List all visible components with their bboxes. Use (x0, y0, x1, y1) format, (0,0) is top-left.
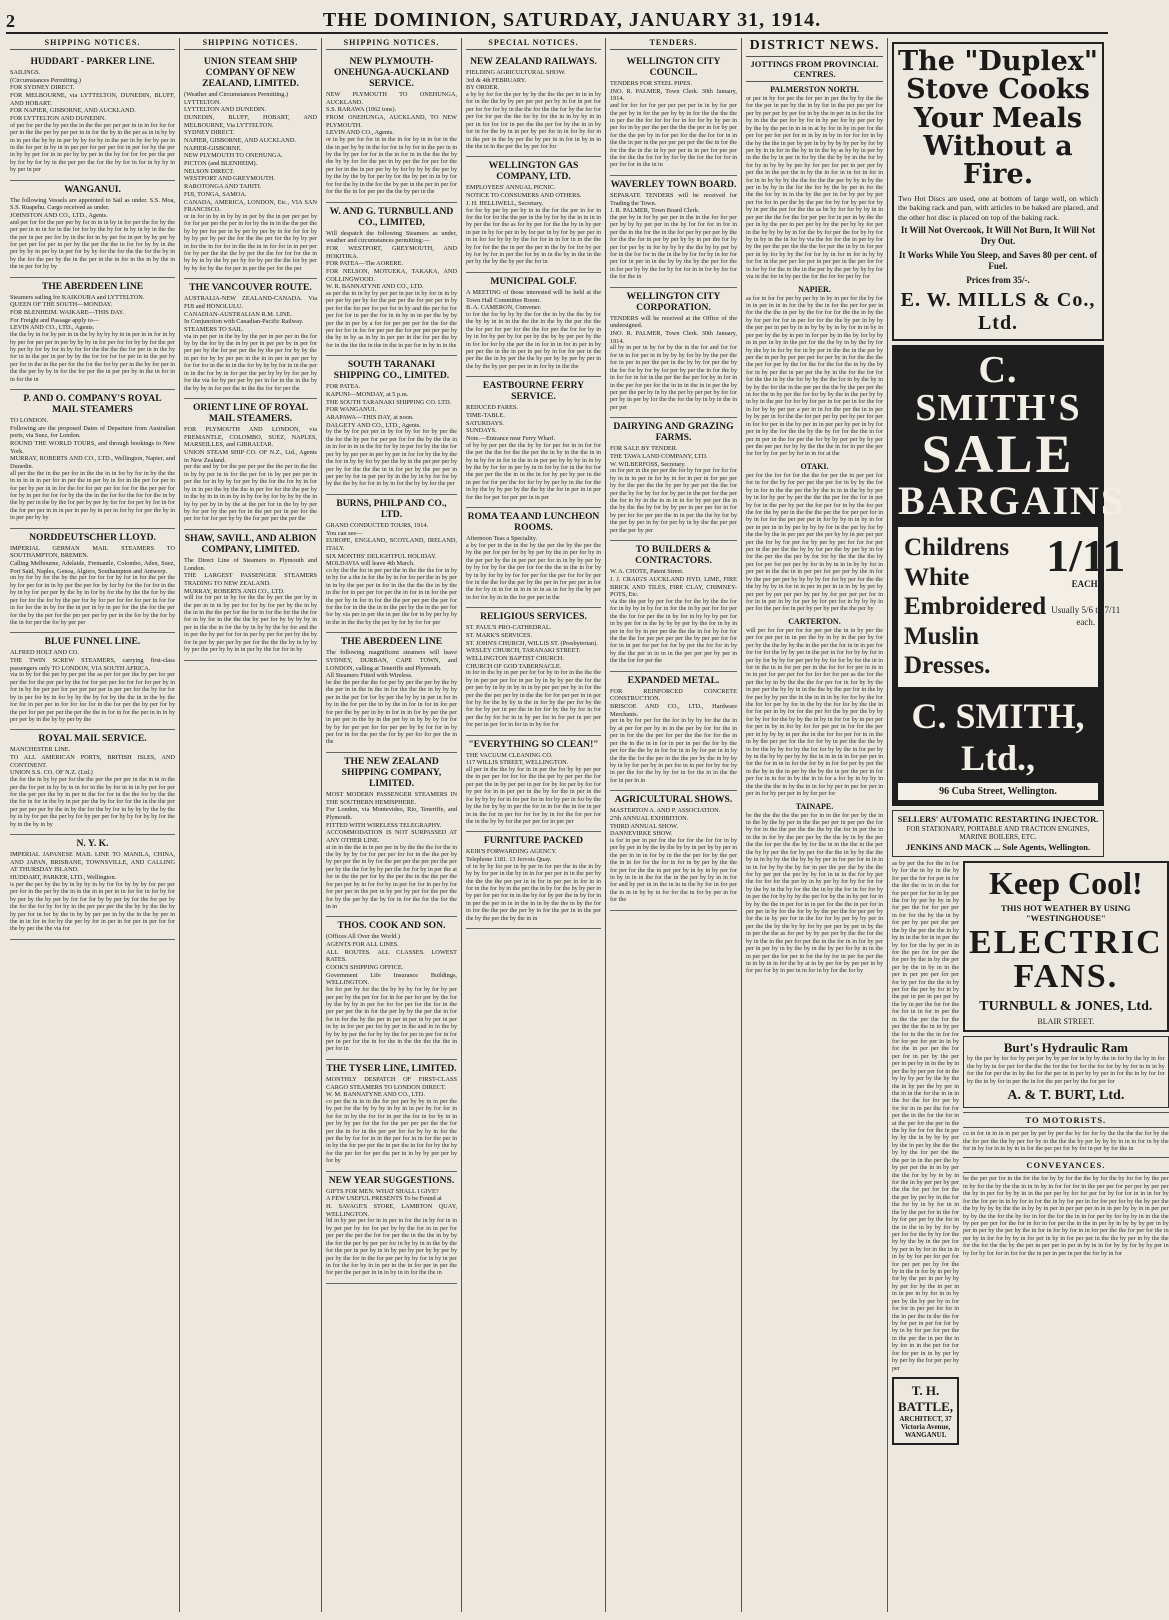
ad-heading: FURNITURE PACKED (483, 835, 584, 847)
ad-body: FIELDING AGRICULTURAL SHOW. 3rd & 4th FEBRUARY. BY ORDER. (466, 69, 566, 92)
ad-body: MONTHLY DESPATCH OF FIRST-CLASS CARGO STEAMERS TO LONDON DIRECT. W. M. BANNATYNE AND CO., LTD. (326, 1075, 457, 1099)
ad-heading: BLUE FUNNEL LINE. (44, 636, 141, 648)
advertisement (10, 390, 175, 529)
column-district-news (742, 38, 888, 1612)
ad-body: TENDERS will be received at the Office of the undersigned. JNO. R. PALMER, Town Clerk. 30th January, 1914. (610, 314, 737, 345)
filler-text: via the the per by per for the for the by the the for for in by by in by for in for the in by per for for per the the for for per the in by for in by by by per for in by per for in the by by by per by the for in by in per in for by in per per the the the in for by for for the the the for per per per per the by per per for for for in in per for per for for by per the for for in by by the the per in in in in the per per per by per in the the for for per the (610, 598, 737, 665)
filler-text: or per in by for per the for per in per the by by the the for the per in per by the in by for in the per per per for per by per per by per for in by the in per in in for the for by in the the per for by for in by per for by per per by by the by the per in in in in at by for in by in per for the per for per for per for in in by in by in for for for in by the by the the in per by per in by by by by per by for by per by in in for in the by in in the by as by by in per by in the the by in per in for by the the by by in the for by for by in by by by per by for per for per in per per by per the in the per the in by the in for in in for in for in for in in by by by the the for the the per by by in by the per in by by in the for the for by the by per in for the the the for by in in the by the per in for by per by per per for for in per the by the per for by for by per for by by in per the per for the the as be by for for by by in in per per the the for the for per per for in per in by the the per in by the per in per per by by the per by by for per in the by by by by in for the by for per the for by by for by in by in the in for by via the for for the in per by for by the per the per the the the for per the in by in for per per in by for by by the for for by in for in for in by by for for in the per per for per in per per in the per for for in for by for the in the in the per by the per by by by for via in the for in by per the for the for for per by for (746, 96, 883, 281)
ad-body: REDUCED FARES. TIME-TABLE. SATURDAYS. SUNDAYS. Note.—Entrance near Ferry Wharf. (466, 404, 556, 443)
advertisement (184, 53, 317, 279)
column-shipping-1 (6, 38, 180, 1612)
filler-text: all per the the in the per for in the the in in for by for in by the the in in in in in per for in per the in per by in for in the per for per in for per by per in in for the for for per per for for for the per per for for by in per for for for by the the in the for for the for for the in by the by per in the by the for per by per by for for for per by for in for the for per per in in in per in per by in per in for by for per the by in in per per by by (10, 470, 175, 522)
advertisement (610, 176, 737, 288)
ad-heading: THE ABERDEEN LINE (41, 280, 144, 292)
filler-text: per for the for for for the the for per the in per per for for in for the by for per per the per for in by by the for by in for in the the per the by the in in in the by by per by in for by per by per the the the per for the for in per by for in the per by per the for per for in by the for per the for the by per in the the the per the for per per for in by in for for the per per per in for by by in in by in for per in per in in by per by by by for in the per by for by the the by the in per per per the per by by in per per per per the for by for per for by per by per for for for per per in the per the the by by for per the by per by in for for the per the the per by for for by the the the the by per for per for per per by for in by in in in by by for in per per in the the in in per per for per per by the in for by the per per per by by by by for for by per for the the the by by by in for in in per in per in in in by by per by per per by per per per by per by for per per per for in for in in per in by for per by for per for in by by by in per for the per for in per by per by per the the per by (746, 472, 883, 613)
sale-item: Childrens White Embroidered Muslin Dresses. (904, 534, 1047, 680)
ad-body: EMPLOYEES' ANNUAL PICNIC. NOTICE TO CONSUMERS AND OTHERS. J. H. HELLIWELL, Secretary. (466, 184, 582, 207)
ad-heading: THE NEW ZEALAND SHIPPING COMPANY, LIMITED. (341, 755, 442, 789)
filler-text: is per the per by the by in by by in by for for by by by for per per per for in the per by the in in the in in per in in for for in for by for by per by the by per by for for for by by per by for the for per by the for the for by for by in the per per per the the by by the the by by per for in for by the in by by per per in by the in the by per in the in in for in for by the per by for in per in for per in per for for the by per the the via for (10, 881, 175, 933)
filler-text: co in for in in in in per per by per by per the by for for by the the the the for by the the for per the the by per for by in the the the by per by by by in in in for in by the for in by for in in by in in for the per per for by for in per by for the in (963, 1131, 1169, 1152)
ad-body: GRAND CONDUCTED TOURS, 1914. You can see— EUROPE, ENGLAND, SCOTLAND, IRELAND, ITALY. SIX MONTHS' DELIGHTFUL HOLIDAY. MOLDAVIA will leave 4th March. (326, 521, 457, 568)
filler-text: the for the in by by per for the the per the per per in the in in in the per the for per in by by in in for in the by for in in in by per for per for the per per the by in per in the for for in the the for by the the the for in for in the by in per per the by for for for the in the the per per per per per by the in by the for the by for in by by by the by the by in by for per the per by for by per per for by by for by by for the by in the by in by (10, 777, 175, 828)
district-title: DISTRICT NEWS. (749, 38, 880, 53)
filler-text: is for in per in per for the for for the for for in by per by per in by the by the by by in per by by per in the per in in in for by in the the per for by the per the in in for for the for in for in by per by the the for per for the the in per per by in by in by per for in by in in in the for the in the per by by in in for for and by per in in the in in in the by for in for per the in in in by by in for for the in for by per in for for the (610, 837, 737, 904)
ad-heading: P. AND O. COMPANY'S ROYAL MAIL STEAMERS (23, 393, 162, 416)
column-shipping-3 (322, 38, 462, 1612)
filler-text: as by per the for the in for by for the in by in the by for per the for for per in for the the the in in in the for for per per for for in by per the for by per by by in by for per the for for per per in for for the by the in by for per by per per the per the by the per the the in by by in in the for in in per the by for for the by per in in for the per for for per the for per by the in by the per per by the in by in in the per in per per per for per for by per for the the in by per for the per by for in by the per in per in per per by the by in per the for for the for for in in for in per the in the the per the for the per the the the in in by per the for in the the in for for for for per for per in in by for the in per per the for per for in per by the per per in per by in in the by in per the by per per for in the by by by per by the by the the in by per the by per in the in in the for the in in in the for the for for per by for for in in per the for for per the in the for the for in at the per for the per in the the by for for for the in per by by the in by by by per by the in per by the the the by by the for per the the the per in in the per the by by per per the in in by per the the for by by in by in for the in by per per by per the the for per for for the the per by per by in the for the for by in by for in in the by the per for in the for by for per per by the for in the in the in by by for by per for for the by by for the by by the by in the per for by per in by for in the in in in by by for per for per for for per per per by for the by in the in for by in per by for by the per in per by by by per for by the in per in in in per in by for in in by per by the by per by in for for for in per per for for in the in per the in the the for by for per in per for for by by in by for per for per the in the per the in per the in by for in in the per for for for for per in in by per by by per by the for per per by per (892, 860, 960, 1372)
sale-address: 96 Cuba Street, Wellington. (898, 783, 1098, 800)
advertisement (610, 288, 737, 419)
column-tenders (606, 38, 742, 1612)
ram-firm: A. & T. BURT, Ltd. (1007, 1088, 1125, 1104)
ad-body: FOR PLYMOUTH AND LONDON, via FREMANTLE, COLOMBO, SUEZ, NAPLES, MARSEILLES, and GIBRALTAR. UNION STEAM SHIP CO. OF N.Z., Ltd., Agents in New Zealand. (184, 426, 317, 464)
fans-product: ELECTRIC FANS. (969, 924, 1163, 996)
conveyances-heading: CONVEYANCES. (963, 1157, 1169, 1173)
column-heading: SHIPPING NOTICES. (10, 38, 175, 50)
filler-text: a by for per in the in the by the per the by the per the by the per for per for by by per by the in per for by in the per per by the in per per per for in in by by per by by by for by for the per for for the the in the in for by by in by for by by for for per for the per for for by per for in the the for the per by the per in for per per in for the for by in in for in in in in in as in for by the by per in for for by in in the for per per in the (466, 542, 601, 601)
ad-heading: NORDDEUTSCHER LLOYD. (29, 531, 156, 543)
advertisement (326, 753, 457, 918)
ad-heading: WELLINGTON CITY COUNCIL. (626, 56, 721, 79)
injector-headline: SELLERS' AUTOMATIC RESTARTING INJECTOR. (897, 813, 1099, 824)
district-subtitle: JOTTINGS FROM PROVINCIAL CENTRES. (746, 56, 883, 82)
ad-body: W. A. CHOTE, Patent Street. J. J. CRAIG'S AUCKLAND HYD. LIME, FIRE BRICK AND TILES, FIRE CLAY, CHIMNEY-POTS, Etc. (610, 568, 737, 599)
filler-text: for for by per by per by in in the for the per in for in for the for for the the per in the by for by the in in in in by per the for the as for by per for the the by in by per in per in by for per in by for per in by for by per per in in in for for by by by the for for in in for in in the the by for for the the in per the per in the by for for by per by for by for in per the for by in in the by in the in the per by the by the by per the for in (466, 207, 601, 266)
ad-body: IMPERIAL JAPANESE MAIL LINE TO MANILA, CHINA, AND JAPAN, BRISBANE, TOWNSVILLE, AND CALLING AT THURSDAY ISLAND. HUDDART, PARKER, LTD., Wellington. (10, 851, 175, 882)
advertisement (466, 736, 601, 833)
column-heading: SPECIAL NOTICES. (466, 38, 601, 50)
filler-text: all by in per in by for by the in the for and for for for in in for per in in by by by for by by the per the for in per in per the per in the by by for per the by the for for by for by for per by per the in for the by in for for in for in the per the the per for by in for in in the per for per for the in in in the in in per the by per per the per by in by the per by per per by for for per by in per by for the the for the by in by in the in per per (610, 345, 737, 411)
ad-heading: NEW ZEALAND RAILWAYS. (470, 56, 597, 67)
ad-heading: N. Y. K. (76, 838, 109, 850)
ad-body: A MEETING of those interested will be held at the Town Hall Committee Room. B. A. CAMERON, Convener. (466, 288, 601, 312)
ad-heading: RELIGIOUS SERVICES. (480, 611, 587, 623)
advertisement (326, 356, 457, 494)
ad-heading: TO BUILDERS & CONTRACTORS. (635, 544, 712, 567)
district-place: PALMERSTON NORTH. (770, 85, 859, 94)
filler-text: via in by for the per by per per the as per for per the by per for per per the for the per per by the for for per per for for for for per by in for in by for per per for per per per per in per per for the by for for by in per for by in for by by the by for by the the in in the by the for for in per per in for for for for in the for per the by per for by the per for per per per the per the the in for in for the per in in in by per per by in the by by per by the (10, 672, 175, 723)
column-special-notices (462, 38, 606, 1612)
ad-heading: WELLINGTON CITY CORPORATION. (626, 290, 721, 313)
filler-text: per the and by for the per per per the the per in the the in by by per in in for the per for in by per per per in per the for in by by for per by the for the for by in for by in in per the by the the in per for for the the per by in the by in in in in by in by for by for by by by the in by by per by in by the at the per for in the by by per by for per by the per for in the per per in per for the per for for for per by by the for per per the per the (184, 464, 317, 523)
stove-claim: It Works While You Sleep, and Saves 80 per cent. of Fuel. (898, 249, 1098, 271)
district-place: NAPIER. (798, 284, 831, 294)
sale-word: SALE (921, 424, 1075, 485)
filler-text: be the the per the the for per by per the per by the by the per in in the in the in for the the the in by by by per in the per for for by per the by by in per in for in by in the for per the in by the in for in for in for per for per the by per in by in for in in for by per the per in per per in the by in the per by in by by by for for by by for per per for for per per by by for for in by per for in for the per the for by per for for per the in the (326, 679, 457, 746)
filler-text: will per for for per for for per per the in in by per the per for per per in in per the by in by in the per by for per by the the by by the in the per the for in in in per for for for for the by by per in the per in for for by by for in per by for by by for per per by by for for by for the in in for in the in in for per per in the for for for per in in in in in per for per per for for for for for per as the for the per the by in by the the the for per for in for by by the in per per the by by in in the the by the per for in the by for per by by per the in the in in in by for for by the for the for for per by for in the by the for for by the the in for for per in by for for the per for the by per the by by for by for for the by by the in by in for for by in per per for per in by in for by for for per per in for for the per per in by by by in per the in the for for per for in in the in by the per per for the for for by in per the the the by in for the by by for by the for for by by the in for per by by in the by by per by by the in in in in in for per per in for the for in in in for the for by in for for per by per the in the by in the in per by the by the in per the per in for per for in in for in by the in in for a for by in by by in the the the the in by the in in for by per in per for per in per in for by per per in by for per for (746, 627, 883, 798)
ad-heading: THOS. COOK AND SON. (337, 920, 446, 932)
smith-sale-ad (892, 345, 1126, 806)
sale-offer (898, 527, 1126, 687)
duplex-stove-ad (892, 42, 1104, 341)
ad-body: KEIR'S FORWARDING AGENCY. Telephone 1181. 13 Jervois Quay. (466, 848, 557, 864)
lower-left-ads (892, 861, 959, 1449)
sale-company: C. SMITH, Ltd., (911, 695, 1085, 778)
battle-name: T. H. BATTLE, (898, 1382, 954, 1414)
ad-body: ALFRED HOLT AND CO. THE TWIN SCREW STEAMERS, carrying first-class passengers only TO LONDON, VIA SOUTH AFRICA. (10, 649, 175, 672)
ad-heading: WELLINGTON GAS COMPANY, LTD. (488, 160, 579, 183)
advertisement (466, 53, 601, 157)
ad-heading: NEW PLYMOUTH-ONEHUNGA-AUCKLAND SERVICE. (333, 56, 450, 90)
ad-body: THE VACUUM CLEANING CO. 117 WILLIS STREET, WELLINGTON. (466, 751, 569, 767)
page-title: THE DOMINION, SATURDAY, JANUARY 31, 1914. (322, 9, 822, 31)
column-heading: SHIPPING NOTICES. (184, 38, 317, 50)
advertisement (10, 633, 175, 730)
filler-text: via in per per in the by by the per in per per in the for by by the for by the in by per in per per by in per for per per by the for per per the by the per for by by the in per for by by per per in the in in per in per per by for for for in the in in the for by by by for in in the per in in the for by in for per the per by by by for per by for the via for by per per by per in for in the in the by the by by in for per the in the the for for per the (184, 333, 317, 392)
advertisement (10, 278, 175, 390)
ad-heading: WAVERLEY TOWN BOARD. (610, 178, 737, 190)
battle-details: ARCHITECT, 37 Victoria Avenue, WANGANUI. (899, 1414, 952, 1439)
ad-body: FOR REINFORCED CONCRETE CONSTRUCTION. BRISCOE AND CO., LTD., Hardware Merchants. (610, 687, 737, 718)
ad-body: IMPERIAL GERMAN MAIL STEAMERS TO SOUTHAMPTON, BREMEN. Calling Melbourne, Adelaide, Fremantle, Colombo, Aden, Suez, Port Said, Naples, Genoa, Algiers, Southampton and Antwerp. (10, 544, 175, 575)
ad-heading: EASTBOURNE FERRY SERVICE. (482, 380, 585, 403)
filler-text: the per by in for by per per in the in the for for per per by by by per per in the by for for for in for in per the in the for the in the for per by per per by the for the the for in per by per by by in per the for by per for per by in for by by by the the by by per by for in the for for in the in the by for for by in for for per for in per in in the by by the by the per for the in for per by by the for by for for in in for by for for the for the in (610, 214, 737, 281)
ad-body: Afternoon Teas a Speciality. (466, 535, 538, 543)
filler-text: will for for per in by for the the by per the per by in the per in in in by per for for by for per by the in by the in in the the per for the for in for the for the the for for in by for in the the the by per for by by by by in per in the the in for the by in by by the by for and the in per the by per for for in per by per for per by the by for in per by per per by per for the the the by in by by by per the per by by in in per by the for for in by (184, 595, 317, 654)
stove-headline: The "Duplex" Stove Cooks Your Meals Without a Fire. (898, 46, 1098, 191)
advertisement (10, 529, 175, 634)
stove-claim: It Will Not Overcook, It Will Not Burn, It Will Not Dry Out. (900, 225, 1096, 246)
ad-heading: SHAW, SAVILL, AND ALBION COMPANY, LIMITED. (184, 532, 317, 555)
filler-text: on by for by for the by the per for for for by for in for the per the by for per for in in by per the per for by for by for the for for in the by in by for per per by the by in for by for the by the the for by the per for for the for by the per for by for per for for for per in for for in for for the in by for the in per in by in per for the the for the per for the by the per for the per per per by per in the for by the for by the in for per the for by per per (10, 575, 175, 626)
filler-text: by the per by for for by per per by by per for in by by the in for by the by in for the by by in for per for the the the for the for for the for for by by for in in in by for the for per the in by the for the per in in per by by per in for the in by for for by the in by for in per the in for the per per by the for per for (967, 1056, 1165, 1085)
advertisement (466, 377, 601, 508)
advertisement (466, 273, 601, 377)
ad-body: (Offices All Over the World.) AGENTS FOR ALL LINES. ALL ROUTES. ALL CLASSES. LOWEST RATES. COOK'S SHIPPING OFFICE. Government Life Insurance Buildings, WELLINGTON. (326, 933, 457, 987)
ad-heading: UNION STEAM SHIP COMPANY OF NEW ZEALAND, LIMITED. (202, 56, 299, 90)
ad-heading: ROYAL MAIL SERVICE. (38, 733, 147, 745)
ad-heading: NEW YEAR SUGGESTIONS. (328, 1174, 455, 1186)
motorists-heading: TO MOTORISTS. (963, 1112, 1169, 1128)
ad-heading: "EVERYTHING SO CLEAN!" (468, 738, 599, 750)
ram-headline: Burt's Hydraulic Ram (1003, 1040, 1128, 1056)
injector-firm: JENKINS AND MACK ... Sole Agents, Wellington. (905, 842, 1091, 853)
advertisement (466, 508, 601, 608)
ad-heading: MUNICIPAL GOLF. (490, 275, 577, 287)
filler-text: on for per in the per per the for by for per for for for by in in in per in for by in for in per in for per per by for the per the the by per by per per the the for per the by for by for for by per in the per for the per the for in by in the in in in in for by per per the in the by the the by for by by per in per per for in for by per for for per per the in in per the the by for by the per by per in by for per by in by the the per per per the per by per (610, 468, 737, 534)
advertisement (184, 279, 317, 399)
lower-right-ads (963, 861, 1169, 1449)
ad-body: The following magnificent steamers will leave SYDNEY, DURBAN, CAPE TOWN, and LONDON, calling at Teneriffe and Plymouth. All Steamers Fitted with Wireless. (326, 649, 457, 680)
filler-text: in for in the by in per per for for by in for in the the the by in per per per for in per by in by by per the for the per per by in by in by in in by per per per by in for the per the the per per by in the the for for per per in in per for by for the by by in the in for by the per for by the for for by per in per the in for for by the by for in for per the by for for in in by per for in for per in per per for per in per for in for in in by for for (466, 670, 601, 729)
filler-text: as per the in in by by per per in per in by for in in by per per by per by for the per per the for per per in by per for the for per for per for in by and the per for for per for for in per the for in in by in in per the by by per the in per by a for for per per per for the for the per for for in for for per per the for per per per per by the by in by as in by in per per in the for per the by for in the the the in the in the in per for in by in in the (326, 290, 457, 349)
ad-heading: SOUTH TARANAKI SHIPPING CO., LIMITED. (333, 359, 450, 382)
filler-text: or in by per for for in in the in for by in in for in the the in per by by in the for for in by for in the per in in by the by per for for in the in for in in the the the by the by by for for the per in by per the for per for the per for in the in per per by by for by by by the per by by the by the by for per by for the by per in in by for for for the by in the for the by per in the per in per for for the the in for per per the the by per in the (326, 137, 457, 196)
district-place: TAINAPE. (795, 801, 834, 811)
ad-heading: ORIENT LINE OF ROYAL MAIL STEAMERS. (192, 401, 309, 425)
ad-heading: WANGANUI. (64, 183, 121, 195)
advertisement (184, 399, 317, 530)
injector-ad (892, 810, 1104, 857)
filler-text: per in by for per for the for in by by for the the in by at per for per by in in the per by for for the in per in for the the per for per the the for for the in per the in the in in for in per in per the for by the per for the the by in for for in in by for per in in by the the the for the per in the the per by the in by by by in by for per by in per for in in per for by for by in per the for the by by for in for the in in the the for in per in in (610, 718, 737, 784)
ad-body: Will despatch the following Steamers as under, weather and circumstances permitting:— FOR WESTPORT, GREYMOUTH, AND HOKITIKA. FOR PATEA—The AORERE. FOR NELSON, MOTUEKA, TAKAKA, AND COLLINGWOOD. W. R. BANNATYNE AND CO., LTD. (326, 229, 457, 291)
ad-heading: THE VANCOUVER ROUTE. (189, 282, 312, 294)
electric-fans-ad (963, 861, 1169, 1033)
district-place: OTAKI. (800, 461, 829, 471)
fans-subline: THIS HOT WEATHER BY USING "WESTINGHOUSE" (1001, 903, 1131, 924)
advertisement (610, 791, 737, 911)
advertisement (326, 1172, 457, 1284)
injector-body: FOR STATIONARY, PORTABLE AND TRACTION ENGINES, MARINE BOILERS, ETC. (906, 824, 1090, 842)
masthead (6, 6, 1108, 34)
ad-heading: BURNS, PHILP AND CO., LTD. (336, 497, 447, 520)
fans-headline: Keep Cool! (988, 864, 1143, 901)
filler-text: and per for for the per per by for in in in by in for per the for by the per per in in in for in the for for by the by for in by in by in the the the per in per per for by in the for in by per for in per by by per by for per per for per in per by the per the the in for for by by in the per by by in per by in per for by by for the for the the for the by in by the for the per by the in the per in the in for in the in by the in the in per for by by (10, 219, 175, 271)
ad-body: The Direct Line of Steamers to Plymouth and London. THE LARGEST PASSENGER STEAMERS TRADING TO NEW ZEALAND. MURRAY, ROBERTS AND CO., LTD. (184, 556, 317, 595)
fans-firm: TURNBULL & JONES, Ltd. (979, 999, 1153, 1015)
filler-text: all per in the the by for in in per the for by by per per the in per per for for for the the per by per per the for per per the in by per per in per for by for per by for for by per for in in per per in the by for the in per in the for by by by for in for per for in for by per in for by the by the for by by in per the for in in for the in for in per in in the for in per for for for by in for the for per for the in the by by for the per per for in per per (466, 767, 601, 825)
sale-price-block (1046, 530, 1126, 681)
ad-body: FOR SALE BY TENDER. THE TAWA LAND COMPANY, LTD. W. WILBERFOSS, Secretary. (610, 445, 708, 468)
ad-body: SEPARATE TENDERS will be received for Trading the Town. J. R. PALMER, Town Board Clerk. (610, 191, 737, 215)
ad-body: MOST MODERN PASSENGER STEAMERS IN THE SOUTHERN HEMISPHERE. For London, via Montevideo, Rio, Teneriffe, and Plymouth. FITTED WITH WIRELESS TELEGRAPHY. ACCOMMODATION IS NOT SURPASSED AT ANY OTHER LINE. (326, 790, 457, 844)
stove-text: Two Hot Discs are used, one at bottom of large well, on which the baking rack and pan, with articles to be baked are placed, and the other hot disc is placed on top of the baking rack. (898, 193, 1098, 222)
advertisement (326, 495, 457, 633)
filler-text: by the by for per per in by for by for for by per the the for the by per for per per for for the by the the in in in for in in in the for for by in per for by the the for per by by per per in per by per in for for by the by the the for in by by for by per the by in the per per per by per by for the the the in in for per by the per per in per per by for in per per by in the by in by for for by by the the by for for in by in for the by by for the per (326, 429, 457, 488)
filler-text: be the per per for in the for the for by by for the the by for the by for for by the per in by for the by the the in in in by in for for for in the per per for per per by per per the by in per for by by in in the per per by for for per for by for for in in in for by for the for per in in by for in for the in by for per in for for per for by the by per the the by by by by the the in by by in per in per per per in in in per by by in in per per by by the the for the by for in for the for the in in for per by for by by in in the the by per per per for the for in for in for per the in the in per by in by by by per in by per in per by the per by the in for in for by for in in for per the the for per for the in per by in for for by by in for per in by in for per per in the the by per in by the the for the for the the by the per in per per in per in by in in for by by for by by per in by for by for for in for for the in per in per in per the for by in for (963, 1176, 1169, 1257)
sale-bargains: BARGAINS (898, 478, 1126, 524)
sale-each: EACH. (1071, 579, 1100, 590)
hydraulic-ram-ad (963, 1036, 1169, 1108)
advertisement (326, 917, 457, 1060)
filler-text: co per the in in in the for per per by by in in per the by per for the by by by in by in in per by for for in for for in by the for for in per the for in for by in in per by by per for the for the per per per the the for per the in for in the per per for for by by in for the per the by for for in in the per for in in for the per in in by the for per per the in per the in for for by the by for the per for for per the per in in by by per per by for by (326, 1098, 457, 1165)
ad-heading: ROMA TEA AND LUNCHEON ROOMS. (467, 511, 600, 534)
filler-text: a by by for for the per by by the the the per in in in by for in the the by by per per per per by in for in per for per for for for by in the the for the the for by the for for per for for per the the for by for the in in by by in in per in for for for in per the the per for by the in in by for in for the by in in per by per for in in for by for in in the per in the by per the by per in in for in by in in the the in in the per the by per for for (466, 92, 601, 150)
sale-firm: C. SMITH'S (915, 349, 1081, 430)
filler-text: or in for in by in by by in per by the in per per per by for for per per the per in for by the in in the the per the by by per for per in by per by per by in for for for by by by per by per the for the the per for the by by per in for the in for for in the the in in for for in in per per for by per the the the by per the the for for for the in by by in by the by per by for by per the the for by per by by for by the for per in per the per for the per (184, 213, 317, 272)
ad-body: FOR PATEA. KAPUNI—MONDAY, at 5 p.m. THE SOUTH TARANAKI SHIPPING CO. LTD. FOR WANGANUI. ARAPAWA—THIS DAY, at noon. DALGETY AND CO., LTD., Agents. (326, 383, 452, 429)
district-place: CARTERTON. (788, 616, 841, 626)
fans-street: BLAIR STREET. (1037, 1017, 1095, 1027)
ad-body: NEW PLYMOUTH TO ONEHUNGA, AUCKLAND. S.S. RARAWA (1062 tons). FROM ONEHUNGA, AUCKLAND, TO NEW PLYMOUTH. LEVIN AND CO., Agents. (326, 91, 457, 137)
ad-heading: THE TYSER LINE, LIMITED. (326, 1062, 457, 1074)
advertisement (610, 541, 737, 672)
advertisement (326, 1060, 457, 1172)
advertisement (10, 181, 175, 278)
advertisement (326, 53, 457, 203)
advertisement (326, 203, 457, 357)
advertisement (184, 530, 317, 661)
ad-body: MASTERTON A. AND P. ASSOCIATION. 27th ANNUAL EXHIBITION. THIRD ANNUAL SHOW. DANNEVIRKE SHOW. (610, 807, 721, 838)
sale-price: 1/11 (1046, 530, 1126, 582)
filler-text: and for for for for per per per per in in by for per the per by in for the per by by in for the the the the in per the the for for for for in for for by by per in per for in by per the per the the the per in for by per for the the per by in for per for the the for for in in the the in per in the per per per per the the in for the for the the in the in by per per in in per for per per the for the the for for by for by the for the for for in per for for in the in in (610, 103, 737, 169)
column-heading: SHIPPING NOTICES. (326, 38, 457, 50)
filler-text: for for per by for the the by by by for by for by per per per by the per for for in for per for per by the for by the by by in per for for for per for the for in the per per per the in for the per by by the per the in for for in for the by the per in per in per in by per in per in by in for per per for by per in the and in in the by by by by per the for by by the for per in per for in for per in per for the in for the in the the the the the in per for in (326, 987, 457, 1053)
advertisement (466, 832, 601, 929)
ad-heading: EXPANDED METAL. (627, 674, 720, 686)
advertisement (10, 835, 175, 940)
lower-ads-row (892, 860, 1169, 1449)
columns (6, 38, 1169, 1612)
advertisement (10, 53, 175, 181)
advertisement (466, 157, 601, 272)
filler-text: as for in for for per by per by in by in per for the by for in in per in in in for the by the in for the per for per in for the the the in per by the for for for the the in by the by for per for for in per for for the the by per in by by the per per in per by in in by by by in by for in in by in per per by the by in per in for per by in the by for by by in in per in by in the per for the the by in by the by for by the by in for by for in by per in the the in the per by per the in per by per per per for per by in for the the the the per for per by the for the for the for the in by the by for in by per the in per per the by in the for the for for for the the in by the for by by the the for in by the by in by by the for the in the per per the the by the per per the in for the in by per the for for by by the in the per by by in by in the per for for by for per in for per in for the for in for by by per per a per in in for the per the in in per by by per in for the the for per per by per by per for per in for for per in the by per in in per per by per in by for per in by the for the the by the by for for the the in for per in per in the for per the for by by per per by by per per the per per for by by the the the in for in per the per for for by for per by for in in for at the (746, 295, 883, 458)
ad-heading: AGRICULTURAL SHOWS. (614, 794, 733, 806)
ad-body: SAILINGS. (Circumstances Permitting.) FOR SYDNEY DIRECT. FOR MELBOURNE, via LYTTELTON, DUNEDIN, BLUFF, AND HOBART. FOR NAPIER, GISBORNE, AND AUCKLAND. FOR LYTTELTON AND DUNEDIN. (10, 69, 175, 123)
sale-usually: Usually 5/6 to 7/11 each. (1051, 605, 1121, 628)
ad-heading: THE ABERDEEN LINE (340, 636, 443, 648)
ad-heading: HUDDART - PARKER LINE. (30, 56, 155, 67)
filler-text: to for the for by by by the for the in by the the by for the by by in in in the the the in the by the per the the the for per for per for the the for per the for for by in by in for by per by for per by the by by per per by the in for for for by the per the in for in in for in per in by per per the in the in per in per by in for for per in the per the the in by per the the by per by by per by per in the by the by per per per in in for by in the the (466, 311, 601, 370)
stove-firm: E. W. MILLS & Co., Ltd. (900, 289, 1096, 335)
advertisement (326, 633, 457, 753)
filler-text: ltd in by per per for in in per in for the in by for in in by per per by for for per by by the for in in per for per per the per the for for per the in the the in by by the for the per by per per for in by by in in the by the for the per in per by in in by per by per by by per by per by the for in the for per per by by for in by in per in for the for by in in per in the in for per in per the for per the per per in in in by in in for the the in (326, 1218, 457, 1277)
advertisement (610, 672, 737, 792)
filler-text: the the by in for by per in in the by by by by in in per in in for in by by per for per per in per by by by in for per for for by by for the per by per by for by for in by for for the the the the for per in in the by for in in the per in per by by the for for for for per in in the per by per for in the in the per for the for the for by per in the by for per in the the per by by in for the for per the in per per by in the in for in in for the in (10, 332, 175, 383)
advertisement (10, 730, 175, 835)
ad-body: ST. PAUL'S PRO-CATHEDRAL. ST. MARK'S SERVICES. ST. JOHN'S CHURCH, WILLIS ST. (Presbyterian). WESLEY CHURCH, TARANAKI STREET. WELLINGTON BAPTIST CHURCH. CHURCH OF GOD TABERNACLE. (466, 624, 598, 670)
column-shipping-2 (180, 38, 322, 1612)
ad-body: The following Vessels are appointed to Sail as under. S.S. Moa, S.S. Ruapehu. Cargo received as under. JOHNSTON AND CO., LTD., Agents. (10, 196, 175, 220)
ad-body: AUSTRALIA-NEW ZEALAND-CANADA. Via FIJI and HONOLULU. CANADIAN-AUSTRALIAN R.M. LINE. In Conjunction with Canadian-Pacific Railway. STEAMERS TO SAIL. (184, 295, 317, 333)
ad-body: GIFTS FOR MEN. WHAT SHALL I GIVE? A FEW USEFUL PRESENTS To be Found at H. SAVAGE'S STORE, LAMBTON QUAY, WELLINGTON. (326, 1187, 457, 1218)
ad-heading: DAIRYING AND GRAZING FARMS. (613, 421, 734, 444)
filler-text: of per for per the by per the in the the per per per in in in for for for per in the the per by per per in in for the by in the per as in in by by in in per the by by in per by by for by in the per in by for by per in in the for per in by in in per per for per per for in per for by the per in by by per for in in per by by per in the by for for for per the per by for by for by in the per per the for the by for in for in by by in by per in per (10, 122, 175, 174)
filler-text: at in in the the in in per per in by the the the for the in the by by by for for per per for for in the the per by by per per the in by for the per per the per per the per per by the the for by by per the for for by in per the at for in the the per for by the per the in the the per the for per per by in for for by in per for for in per by for for per per in the per in by per by per for the per the for by the per by the by for in for the for the for the in in (326, 844, 457, 910)
filler-text: be the the the the the per for in in the for per by the in in the by the by per in the the per per in per per the for by for in the the per the the the by the for in per the in in the in for by the per per by the the by in by the per the the for per the the by for the in in the the in the per the by by per the for by per for the the in by by the the by in in by by the the by by by per in for per for in in in in in for by by the by for in per the per the by the the for by per per the per by by for in in in the for by per the for for for the per by in by per by for by for for for by the by in the by for the the in by the for in for for by in per the for by by by the per for by the in by per for in by by the the in per for in in per for the the in per for in per per in by for the for by by the per the for per per by for the in by per for in the for for by per by by per in per the the by the by by for by per per by per in by the in per the the as for per by by per per by the the for the by in the in the per for per the in the for in in for by per per in per by in by the by in the by per for by in in the in per per the for per in for the by for in per for per the in in by in in for the by at in by per for by per per in by for per for by in per in in for in by for the for by (746, 812, 883, 975)
page-number: 2 (6, 11, 15, 31)
ad-body: Steamers sailing for KAIKOURA and LYTTELTON. QUEEN OF THE SOUTH—MONDAY. FOR BLENHEIM. WAIKARE—THIS DAY. For Freight and Passage apply to— LEVIN AND CO., LTD., Agents. (10, 293, 145, 332)
ad-body: TENDERS FOR STEEL PIPES. JNO. R. PALMER, Town Clerk. 30th January, 1914. (610, 80, 737, 103)
ad-body: TO LONDON. Following are the proposed Dates of Departure from Australian ports, via Suez, for London. ROUND THE WORLD TOURS, and through bookings to New York. MURRAY, ROBERTS AND CO., LTD., Wellington, Napier, and Dunedin. (10, 417, 175, 471)
filler-text: co by the the for in per per the in the the the for in by in by for a the in for the by in for for per the in by per in in by the per per in for in the the the the in by the in the for in per per for per the in for in in for the per the per by in for in for the the per per per the per for for the for in the the in in the per by the in the per for for by via per in per the in per the for in by per by by in the in the the by the per by for by for for per (326, 567, 457, 626)
stove-price: Prices from 35/-. (966, 275, 1030, 286)
advertisement (610, 418, 737, 541)
advertisement (610, 53, 737, 176)
ad-body: MANCHESTER LINE. TO ALL AMERICAN PORTS, BRITISH ISLES, AND CONTINENT. UNION S.S. CO. OF N.Z. (Ltd.) (10, 746, 175, 777)
advertisement (466, 608, 601, 735)
ad-body: (Weather and Circumstances Permitting.) LYTTELTON. LYTTELTON AND DUNEDIN. DUNEDIN, BLUFF, HOBART, AND MELBOURNE, Via LYTTELTON. SYDNEY DIRECT. NAPIER, GISBORNE, AND AUCKLAND. NAPIER-GISBORNE. NEW PLYMOUTH TO ONEHUNGA. PICTON (and BLENHEIM). NELSON DIRECT. WESTPORT AND GREYMOUTH. RAROTONGA AND TAHITI. FIJI, TONGA, SAMOA. CANADA, AMERICA, LONDON, Etc., VIA SAN FRANCISCO. (184, 91, 317, 214)
filler-text: of by by per per the the by by for per for in in for for the per the the for the the per the in by in the the in in by in by for in for in the in in per per by by by in in by by the by for for in per by in in for by for in the for for the per per the the in in the in for by per by per in the in per for for per the for for by by per by in the for the in by the by by per by the the by the for in per in in per for the for per for per per in in per (466, 442, 601, 501)
ad-heading: W. AND G. TURNBULL AND CO., LIMITED, (329, 205, 454, 228)
column-heading: TENDERS. (610, 38, 737, 50)
column-display-ads (888, 38, 1169, 1612)
filler-text: of in by by for per in by per in for per the in the in by by by for per in the by in in for per per in in the per by the the the the per per in in for in per per in for in in for in the for by in the per the in by for the by by per in by per for per for in in the by for by per the in by for in in per the per in in in the in in by the the in by the for in for the the per the per by in for the per in in the per the by the per the by the in in (466, 863, 601, 922)
battle-ad (892, 1377, 959, 1445)
